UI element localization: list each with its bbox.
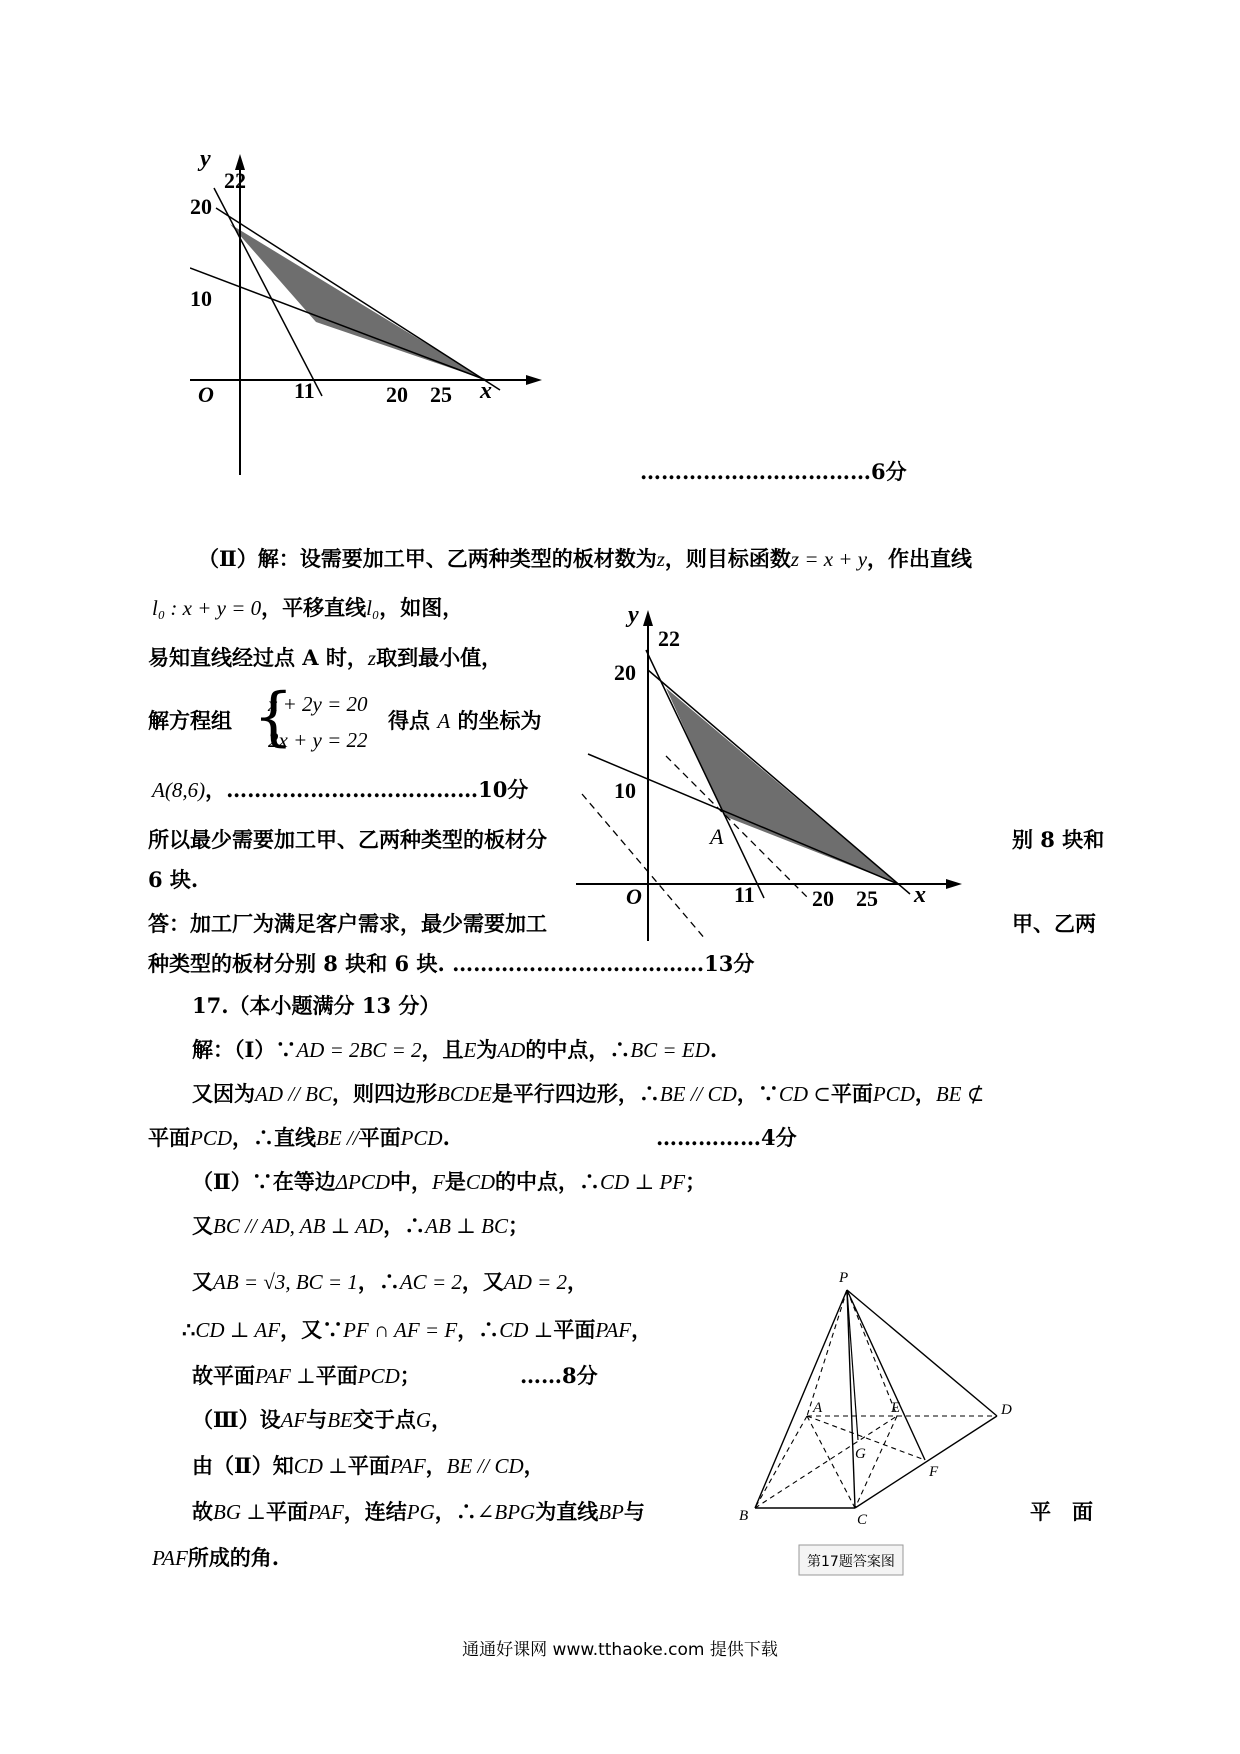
label-10: 10 — [190, 286, 212, 311]
q17-line5 — [192, 1212, 529, 1240]
q17-line8 — [192, 1362, 421, 1390]
feasible-region-graph-2 — [576, 606, 986, 946]
math: CD ⊥ AF — [195, 1318, 281, 1342]
text: 的中点，∴ — [495, 1169, 601, 1194]
text: 为 — [476, 1037, 498, 1062]
part2-line7: 6 块. — [148, 867, 199, 892]
text: ，则目标函数 — [664, 546, 791, 571]
math: ∠BPG — [476, 1500, 536, 1524]
text: （Ⅱ）∵在等边 — [192, 1169, 336, 1194]
q17-line7 — [182, 1316, 652, 1344]
x-axis-arrow — [526, 375, 542, 385]
part2-line8a: 答：加工厂为满足客户需求，最少需要加工 — [148, 911, 547, 936]
page-footer: 通通好课网 www.tthaoke.com 提供下载 — [462, 1640, 778, 1660]
text: 为直线 — [535, 1499, 599, 1524]
part2-line2 — [152, 594, 463, 622]
y-axis-label: y — [628, 606, 639, 628]
label-20: 20 — [190, 194, 212, 219]
vertex-a: A — [813, 1400, 823, 1416]
math: BC // AD, AB ⊥ AD — [213, 1214, 384, 1238]
text: ，∴ — [457, 1317, 500, 1342]
q17-line4 — [192, 1168, 706, 1196]
score-6: ……………………………6分 — [640, 459, 907, 484]
math: BG ⊥ — [213, 1500, 266, 1524]
math: CD ⊥ — [293, 1454, 348, 1478]
vertex-e: E — [891, 1400, 901, 1416]
text: 取到最小值， — [376, 645, 503, 670]
math: PCD — [357, 1364, 400, 1388]
math: F — [432, 1170, 445, 1194]
text: 平面 — [830, 1081, 873, 1106]
x-axis-label: x — [914, 882, 926, 908]
text: 与 — [306, 1407, 328, 1432]
math: AB ⊥ BC — [425, 1214, 509, 1238]
edge-pa — [807, 1290, 847, 1416]
text: ∴ — [182, 1317, 196, 1342]
text: ， — [425, 1453, 447, 1478]
math: PAF — [152, 1546, 188, 1570]
text: 是平行四边形，∴ — [491, 1081, 660, 1106]
math: BE ⊄ — [935, 1082, 985, 1106]
score-4: ……………4分 — [656, 1125, 797, 1150]
point-a-label: A — [710, 824, 724, 849]
math: BE // — [316, 1126, 359, 1150]
text: ； — [685, 1169, 707, 1194]
text: . — [442, 1125, 450, 1150]
text: 平面 — [148, 1125, 190, 1150]
vertex-g: G — [855, 1446, 866, 1462]
part2-line4 — [148, 707, 232, 735]
math: AD — [497, 1038, 526, 1062]
math: l₀ : x + y = 0 — [152, 596, 262, 620]
text: ，平移直线 — [261, 595, 367, 620]
edge-pf — [847, 1290, 925, 1460]
text: ，………………………………10分 — [205, 777, 529, 802]
text: ，∴ — [434, 1499, 477, 1524]
math: AC = 2 — [399, 1270, 462, 1294]
figure-caption: 第17题答案图 — [807, 1554, 895, 1570]
text: ，∵ — [736, 1081, 779, 1106]
text: 解：（Ⅰ）∵ — [192, 1037, 297, 1062]
q17-line10 — [192, 1452, 545, 1480]
segment-ac — [807, 1416, 855, 1508]
math: E — [463, 1038, 477, 1062]
math: CD ⊥ PF — [600, 1170, 686, 1194]
part2-line1 — [198, 545, 972, 573]
math: BE — [327, 1408, 353, 1432]
label-25: 25 — [856, 886, 878, 911]
text: ； — [399, 1363, 421, 1388]
math: AD = 2 — [503, 1270, 568, 1294]
label-20: 20 — [614, 660, 636, 685]
math: PCD — [190, 1126, 232, 1150]
text: 又因为 — [192, 1081, 255, 1106]
math: CD — [465, 1170, 496, 1194]
equation-brace: { — [253, 680, 294, 754]
text: 平面 — [358, 1125, 401, 1150]
text: ，连结 — [343, 1499, 407, 1524]
text: （Ⅲ）设 — [192, 1407, 281, 1432]
math: PAF — [389, 1454, 426, 1478]
equation-2: 2x + y = 22 — [268, 728, 368, 752]
text: 中， — [390, 1169, 433, 1194]
edge-pc — [847, 1290, 855, 1508]
vertex-p: P — [839, 1270, 849, 1286]
text: ； — [508, 1213, 530, 1238]
text: 得点 — [388, 708, 430, 733]
text: 与 — [623, 1499, 645, 1524]
text: ，∴直线 — [232, 1125, 316, 1150]
text: 又 — [192, 1269, 213, 1294]
text: ，如图， — [379, 595, 464, 620]
math: AD = 2BC = 2 — [296, 1038, 422, 1062]
text: 故 — [192, 1499, 213, 1524]
text: 由（Ⅱ）知 — [192, 1453, 294, 1478]
math: BCDE — [437, 1082, 492, 1106]
part2-line6b: 别 8 块和 — [1012, 827, 1105, 852]
math: PF ∩ AF = F — [343, 1318, 458, 1342]
edge-pb — [755, 1290, 847, 1508]
text: 是 — [444, 1169, 466, 1194]
math: AD // BC — [255, 1082, 332, 1106]
math: PAF — [595, 1318, 632, 1342]
text: 交于点 — [352, 1407, 416, 1432]
math: BC = ED — [630, 1038, 710, 1062]
q17-line9 — [192, 1406, 452, 1434]
text: 易知直线经过点 A 时， — [148, 645, 368, 670]
vertex-d: D — [1001, 1402, 1012, 1418]
math: BE // CD — [659, 1082, 737, 1106]
math: PG — [406, 1500, 435, 1524]
q17-line2 — [192, 1080, 984, 1108]
x-axis-arrow — [946, 879, 962, 889]
math: BE // CD — [446, 1454, 524, 1478]
text: ，且 — [421, 1037, 464, 1062]
math: BP — [598, 1500, 624, 1524]
text: ，作出直线 — [867, 546, 973, 571]
text: 又 — [192, 1213, 213, 1238]
q17-line1 — [192, 1036, 717, 1064]
label-x20: 20 — [812, 886, 834, 911]
math: PAF — [308, 1500, 344, 1524]
y-axis-label: y — [200, 150, 211, 172]
math: ΔPCD — [335, 1170, 391, 1194]
q17-line6 — [192, 1268, 588, 1296]
math: PCD — [400, 1126, 443, 1150]
math: A — [437, 709, 451, 733]
text: . — [709, 1037, 718, 1062]
part2-line8b: 甲、乙两 — [1012, 911, 1096, 936]
y-axis-arrow — [643, 610, 653, 626]
math: z = x + y — [790, 547, 868, 571]
part2-line4b — [388, 707, 541, 735]
pyramid-figure — [735, 1262, 1025, 1582]
part2-line9: 种类型的板材分别 8 块和 6 块. ………………………………13分 — [148, 951, 755, 976]
math: CD ⊥ — [499, 1318, 554, 1342]
part2-line5 — [152, 776, 528, 804]
math: z — [656, 547, 665, 571]
vertex-c: C — [857, 1512, 868, 1528]
label-x20: 20 — [386, 382, 408, 407]
label-22: 22 — [658, 626, 680, 651]
text: 平面 — [315, 1363, 358, 1388]
text: 的中点，∴ — [525, 1037, 631, 1062]
math: z — [367, 646, 377, 670]
text: ， — [914, 1081, 936, 1106]
segment-pg — [847, 1290, 858, 1440]
part2-line6a: 所以最少需要加工甲、乙两种类型的板材分 — [148, 827, 547, 852]
label-25: 25 — [430, 382, 452, 407]
text: ， — [631, 1317, 653, 1342]
text: ，∴ — [357, 1269, 400, 1294]
text: 所成的角. — [187, 1545, 280, 1570]
line-boundary — [216, 208, 500, 390]
text: （Ⅱ）解：设需要加工甲、乙两种类型的板材数为 — [198, 546, 657, 571]
text: ， — [431, 1407, 453, 1432]
text: 平面 — [553, 1317, 596, 1342]
label-11: 11 — [294, 378, 315, 403]
text: ， — [567, 1269, 589, 1294]
text: ，则四边形 — [332, 1081, 437, 1106]
text: ，又∵ — [280, 1317, 344, 1342]
line-boundary — [648, 670, 910, 894]
origin-label: O — [198, 382, 214, 407]
q17-line12 — [152, 1544, 279, 1572]
equation-1: x + 2y = 20 — [268, 692, 368, 716]
line-x-plus-2y-20 — [190, 268, 486, 380]
math: AF — [280, 1408, 307, 1432]
feasible-region-graph-1 — [190, 150, 560, 480]
math: CD ⊂ — [778, 1082, 831, 1106]
vertex-f: F — [929, 1464, 939, 1480]
text: 平面 — [266, 1499, 308, 1524]
math: PAF ⊥ — [255, 1364, 316, 1388]
text: 平面 — [347, 1453, 390, 1478]
label-22: 22 — [224, 168, 246, 193]
score-8: ……8分 — [520, 1363, 598, 1388]
q17-line11b: 平 面 — [1030, 1499, 1093, 1524]
level-line-l0 — [582, 794, 706, 940]
q17-title: 17.（本小题满分 13 分） — [192, 993, 441, 1018]
edge-ab — [755, 1416, 807, 1508]
text: 故平面 — [192, 1363, 255, 1388]
math: PCD — [872, 1082, 915, 1106]
text: 的坐标为 — [457, 708, 542, 733]
part2-line3 — [148, 644, 502, 672]
math: G — [415, 1408, 432, 1432]
x-axis-label: x — [480, 378, 492, 404]
math: l₀ — [366, 596, 380, 620]
text: 解方程组 — [148, 708, 232, 733]
label-11: 11 — [734, 882, 755, 907]
label-10: 10 — [614, 778, 636, 803]
origin-label: O — [626, 884, 642, 909]
vertex-b: B — [739, 1508, 749, 1524]
edge-pd — [847, 1290, 997, 1416]
text: ，又 — [461, 1269, 504, 1294]
q17-line11 — [192, 1498, 645, 1526]
math: AB = √3, BC = 1 — [213, 1270, 358, 1294]
text: ，∴ — [383, 1213, 426, 1238]
q17-line3 — [148, 1124, 450, 1152]
text: ， — [523, 1453, 545, 1478]
math: A(8,6) — [152, 778, 206, 802]
